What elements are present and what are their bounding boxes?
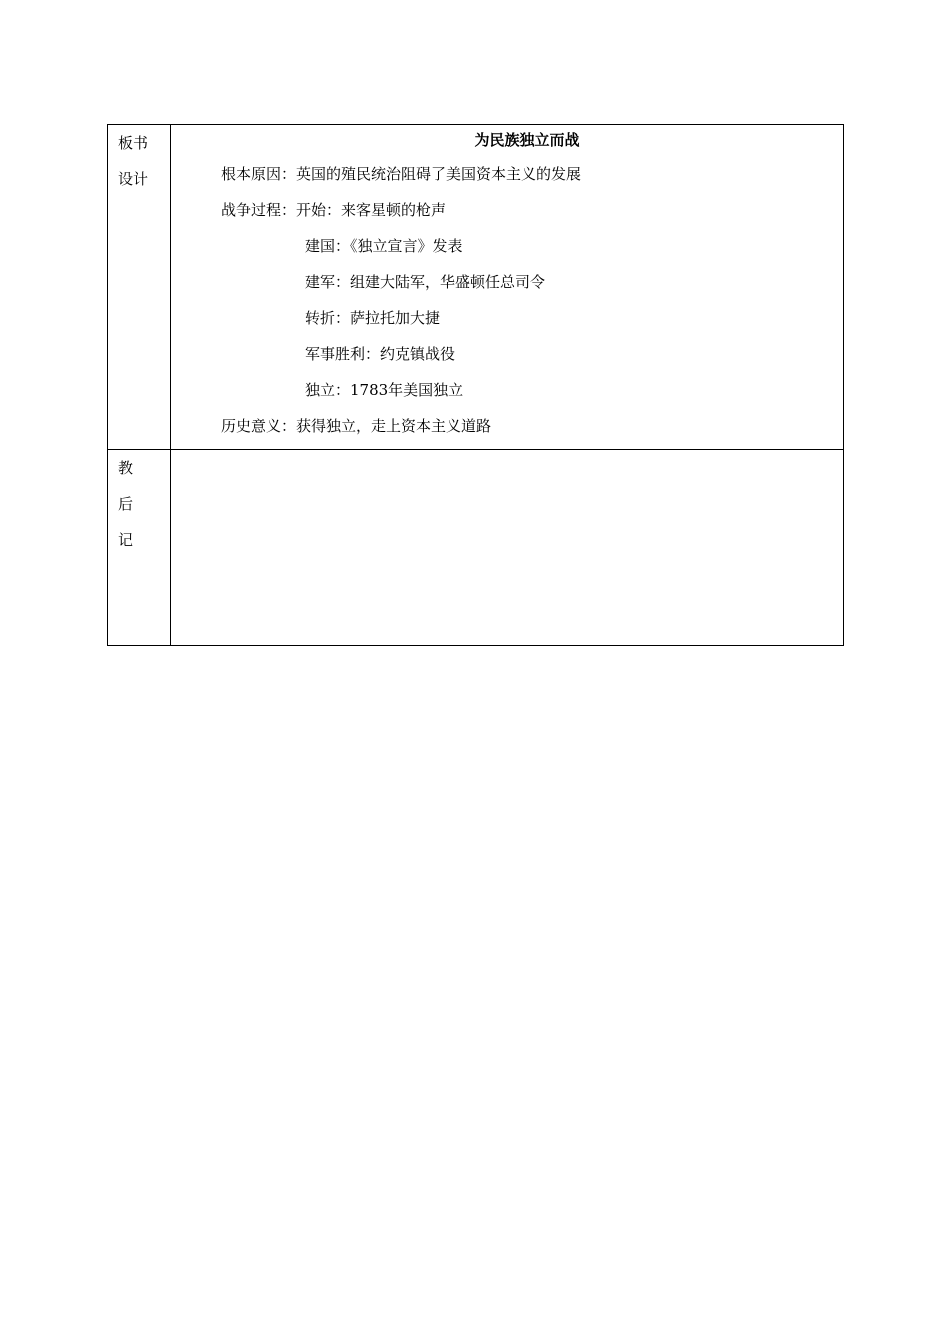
board-design-label-cell [108, 125, 171, 450]
board-design-content [171, 125, 843, 449]
board-line-founding: 建国：《独立宣言》发表 [305, 237, 463, 255]
board-line-army: 建军：组建大陆军，华盛顿任总司令 [305, 273, 546, 291]
board-design-content-cell [171, 125, 844, 450]
lesson-plan-table [107, 124, 844, 646]
after-class-notes-content-cell [171, 450, 844, 646]
board-design-label-line1: 板书 [118, 134, 149, 152]
notes-label-line1: 教 [118, 459, 134, 477]
board-design-label-line2: 设计 [118, 170, 149, 188]
notes-label-line2: 后 [118, 495, 134, 513]
board-line-war-process: 战争过程：开始：来客星顿的枪声 [221, 201, 447, 219]
notes-label-line3: 记 [118, 531, 134, 549]
board-line-significance: 历史意义：获得独立，走上资本主义道路 [221, 417, 492, 435]
board-design-row [108, 125, 844, 450]
board-line-turning-point: 转折：萨拉托加大捷 [305, 309, 441, 327]
after-class-notes-label-cell [108, 450, 171, 646]
board-line-independence: 独立：1783年美国独立 [305, 381, 464, 399]
after-class-notes-row [108, 450, 844, 646]
board-line-military-victory: 军事胜利：约克镇战役 [305, 345, 456, 363]
board-title: 为民族独立而战 [474, 131, 580, 149]
board-line-root-cause: 根本原因：英国的殖民统治阻碍了美国资本主义的发展 [221, 165, 582, 183]
